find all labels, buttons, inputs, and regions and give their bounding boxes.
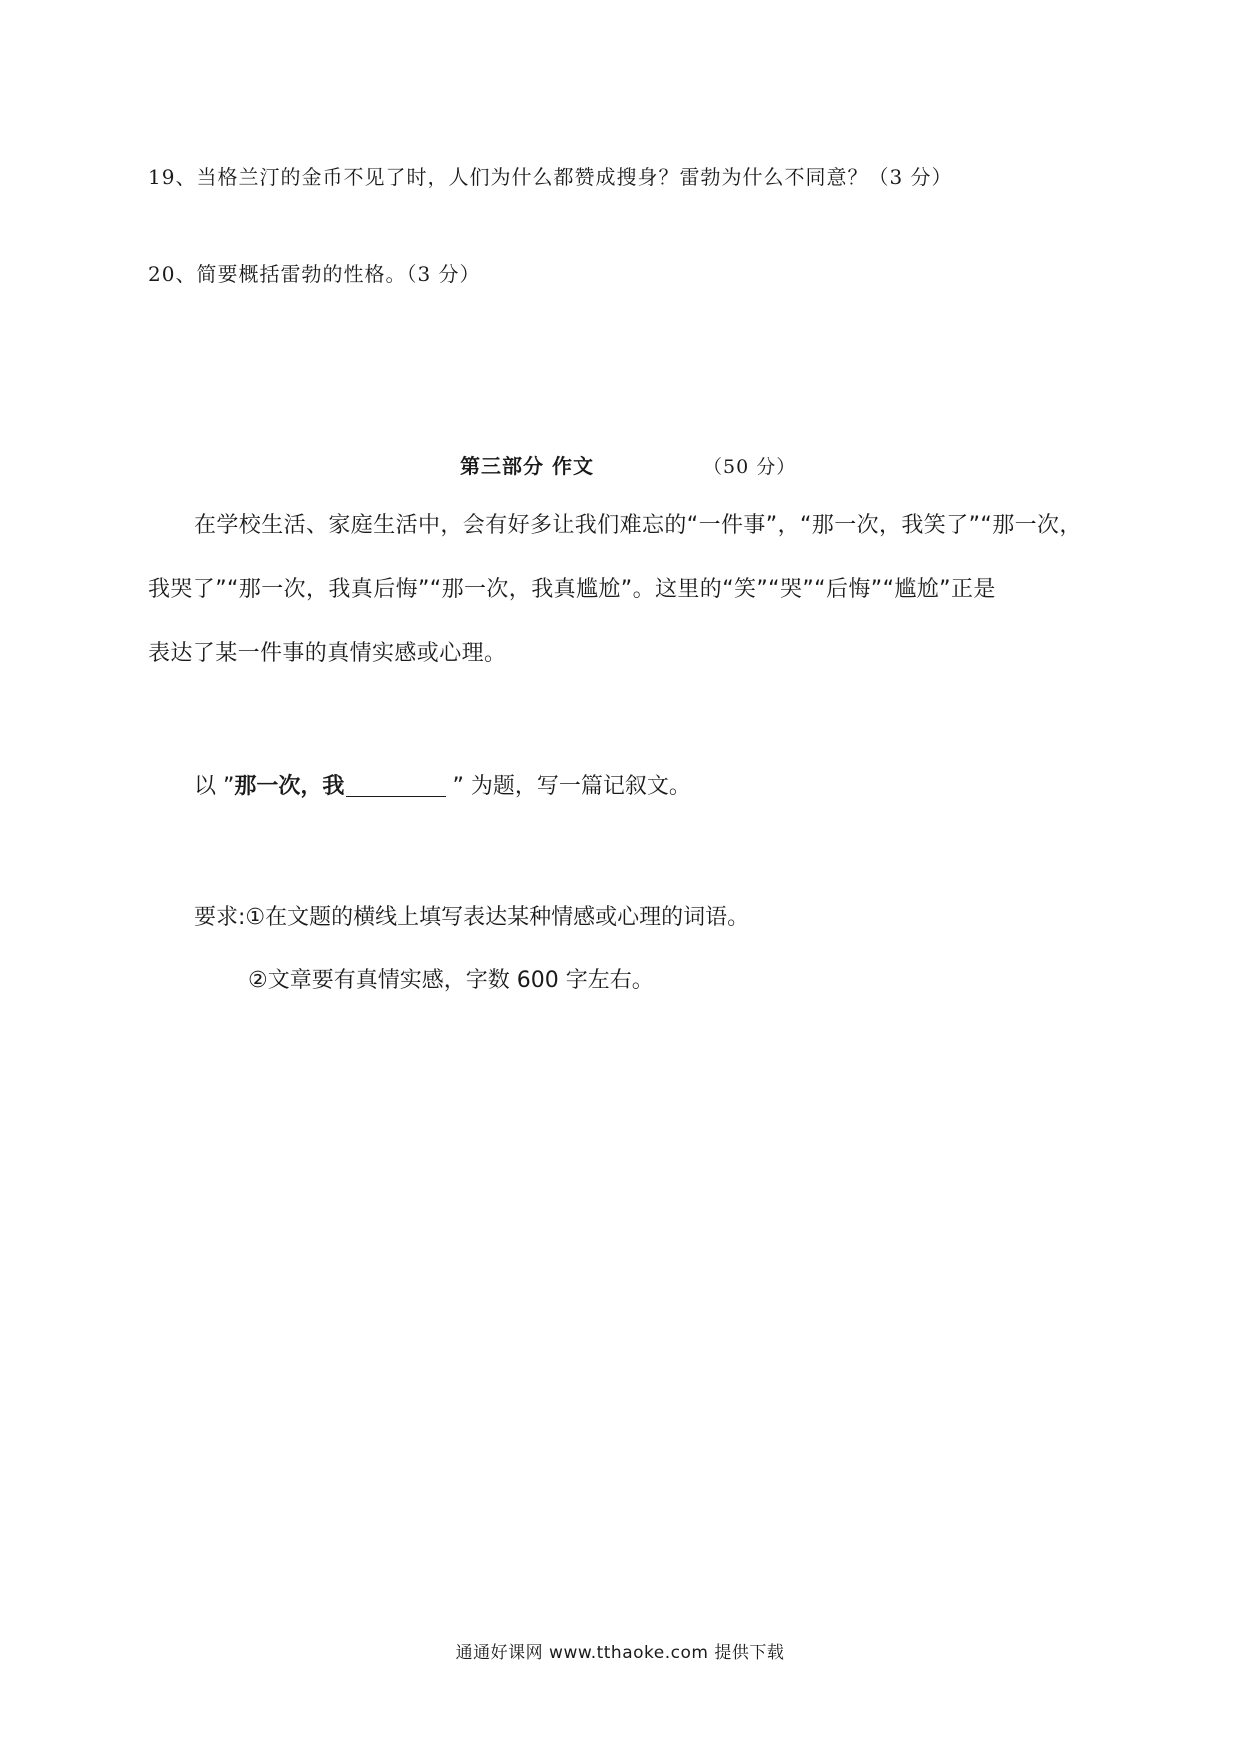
topic-suffix: 为题，写一篇记叙文。: [470, 774, 691, 799]
topic-bold-text: 那一次，我: [234, 774, 345, 799]
footer-credit: 通通好课网 www.tthaoke.com 提供下载: [455, 1643, 785, 1663]
topic-open-quote: ”: [223, 774, 235, 799]
essay-topic: [194, 769, 691, 800]
essay-prompt-line-1: 在学校生活、家庭生活中，会有好多让我们难忘的“一件事”，“那一次，我笑了”“那一次，: [194, 513, 1082, 538]
section-title: 第三部分 作文: [460, 454, 594, 478]
topic-prefix: 以: [194, 774, 217, 799]
question-19: 19、当格兰汀的金币不见了时，人们为什么都赞成搜身？雷勃为什么不同意？（3 分）: [148, 165, 953, 189]
topic-close-quote: ”: [452, 774, 464, 799]
topic-blank-line: [346, 772, 446, 797]
question-20: 20、简要概括雷勃的性格。（3 分）: [148, 262, 481, 286]
section-score: （50 分）: [703, 456, 797, 478]
requirement-2: ②文章要有真情实感，字数 600 字左右。: [248, 968, 654, 993]
essay-prompt-line-2: 我哭了”“那一次，我真后悔”“那一次，我真尴尬”。这里的“笑”“哭”“后悔”“尴尬”正是: [148, 577, 996, 602]
requirement-1: 要求:①在文题的横线上填写表达某种情感或心理的词语。: [194, 905, 750, 930]
essay-prompt-line-3: 表达了某一件事的真情实感或心理。: [148, 641, 507, 666]
